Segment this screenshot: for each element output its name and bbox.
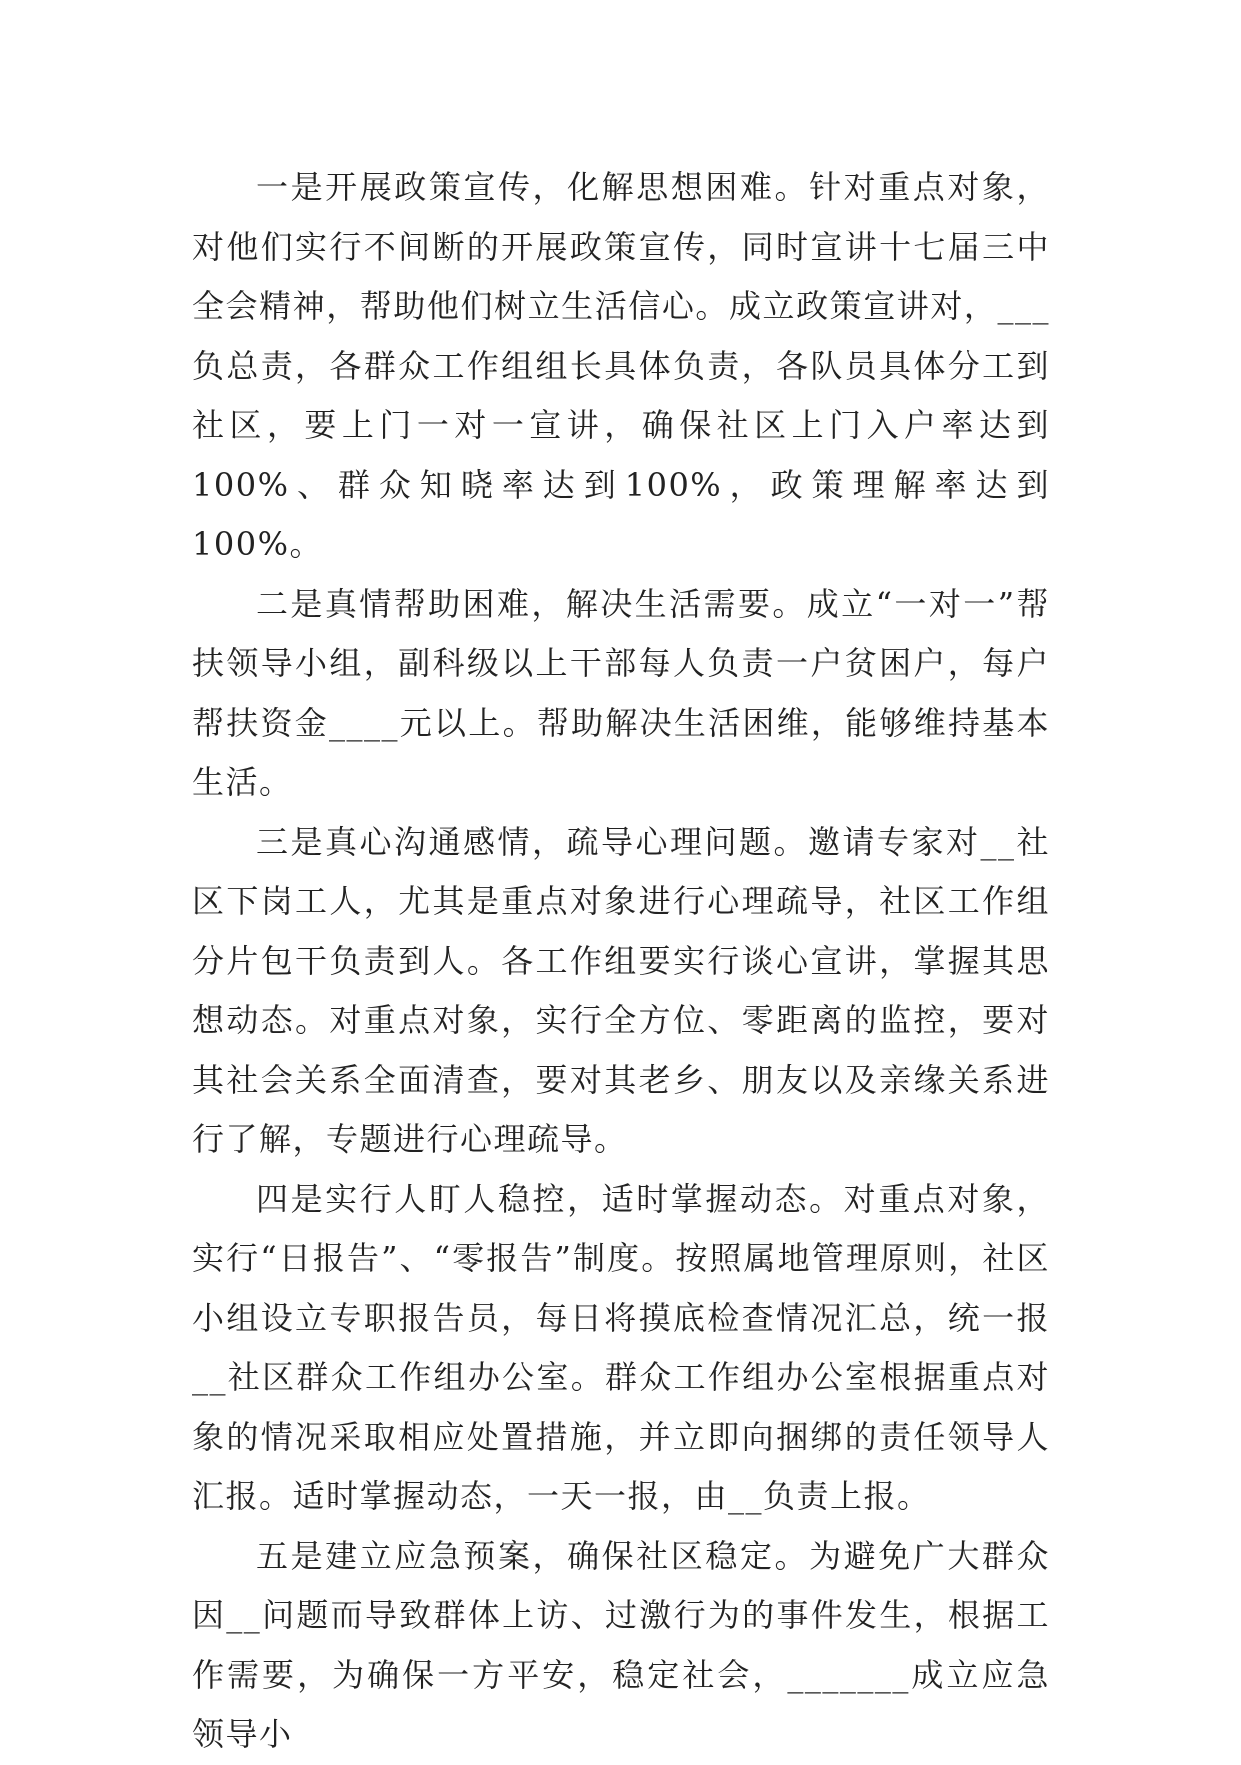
paragraph-policy-publicity: 一是开展政策宣传，化解思想困难。针对重点对象，对他们实行不间断的开展政策宣传，同时宣讲十七届三中全会精神，帮助他们树立生活信心。成立政策宣讲对，___负总责，各群众工作组组长具体负责，各队员具体分工到社区，要上门一对一宣讲，确保社区上门入户率达到100%、群众知晓率达到100%，政策理解率达到100%。 (192, 168, 1050, 563)
paragraph-help-difficulties: 二是真情帮助困难，解决生活需要。成立“一对一”帮扶领导小组，副科级以上干部每人负责一户贫困户，每户帮扶资金____元以上。帮助解决生活困维，能够维持基本生活。 (192, 584, 1050, 801)
paragraph-emergency-plan: 五是建立应急预案，确保社区稳定。为避免广大群众因__问题而导致群体上访、过激行为的事件发生，根据工作需要，为确保一方平安，稳定社会，_______成立应急领导小 (192, 1536, 1050, 1753)
paragraph-dynamic-monitoring: 四是实行人盯人稳控，适时掌握动态。对重点对象，实行“日报告”、“零报告”制度。按照属地管理原则，社区小组设立专职报告员，每日将摸底检查情况汇总，统一报__社区群众工作组办公室。群众工作组办公室根据重点对象的情况采取相应处置措施，并立即向捆绑的责任领导人汇报。适时掌握动态，一天一报，由__负责上报。 (192, 1179, 1050, 1515)
paragraph-psychological-counseling: 三是真心沟通感情，疏导心理问题。邀请专家对__社区下岗工人，尤其是重点对象进行心理疏导，社区工作组分片包干负责到人。各工作组要实行谈心宣讲，掌握其思想动态。对重点对象，实行全方位、零距离的监控，要对其社会关系全面清查，要对其老乡、朋友以及亲缘关系进行了解，专题进行心理疏导。 (192, 822, 1050, 1158)
document-body (192, 158, 1050, 1765)
